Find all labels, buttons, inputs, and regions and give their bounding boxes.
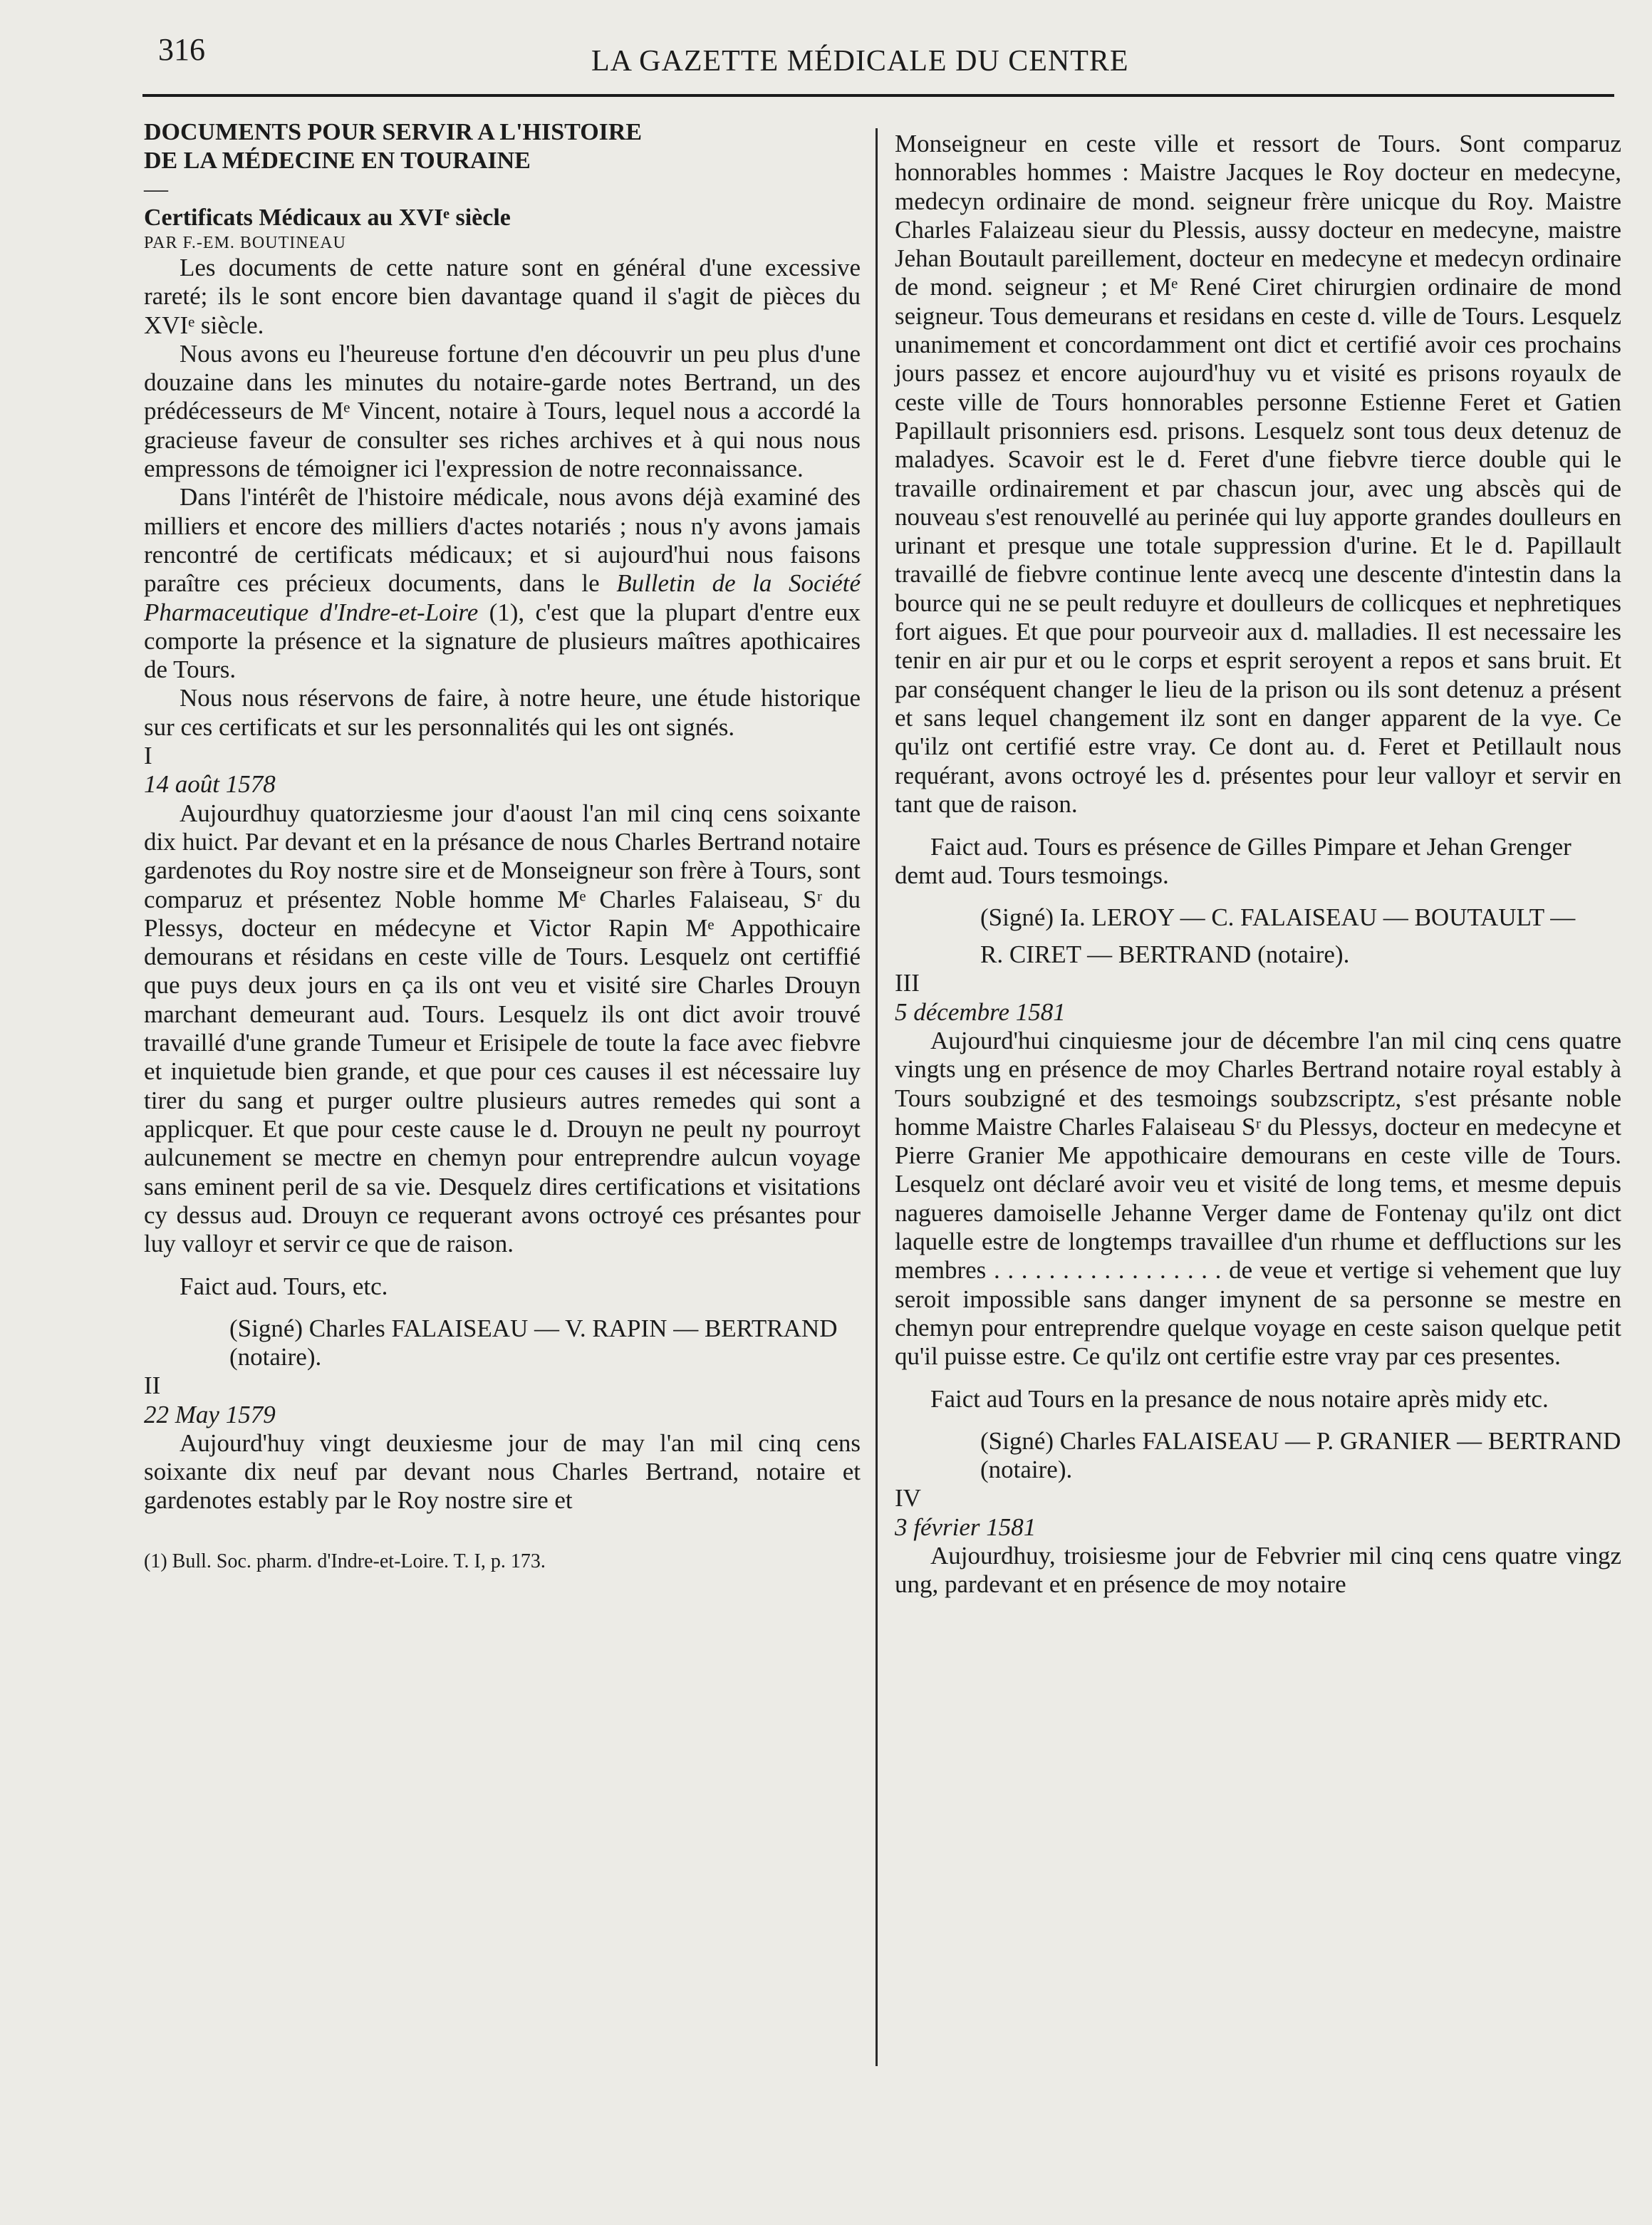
footnote: (1) Bull. Soc. pharm. d'Indre-et-Loire. T. I, p. 173. (144, 1550, 546, 1572)
section-2-body-continued: Monseigneur en ceste ville et ressort de Tours. Sont comparuz honnorables hommes : Maistre Jacques le Roy docteur en medecyne, medecyn ordinaire de mond. seigneur frère unicque du Roy. Maistre Charles Falaizeau sieur du Plessis, aussy docteur en medecyne, maistre Jehan Boutault pareillement, docteur en medecyne et medecyn ordinaire de mond. seigneur ; et Mᵉ René Ciret chirurgien ordinaire de mond seigneur. Tous demeurans et residans en ceste d. ville de Tours. Lesquelz unanimement et concordamment ont dict et certifié avoir ces prochains jours passez et encore aujourd'huy vu et visité es prisons royaulx de ceste ville de Tours honnorables personne Estienne Feret et Gatien Papillault prisonniers esd. prisons. Lesquelz sont tous deux detenuz de maladyes. Scavoir est le d. Feret d'une fiebvre tierce double qui le travaille ordinairement et par chascun jour, avec ung abscès qui de nouveau s'est renouvellé au perinée qui luy apporte grandes doulleurs en urinant et presque une totale suppression d'urine. Et le d. Papillault travaillé de fiebvre continue lente avecq une descente d'intestin dans la bource qui ne se peult reduyre et doulleurs de collicques et nephretiques fort aigues. Et que pour pourveoir aux d. malladies. Il est necessaire les tenir en air pur et ou le corps et esprit seroyent a repos et sans bruit. Et par conséquent changer le lieu de la prison ou ils sont detenuz a présent et sans lequel changement ilz sont en danger apparent de la vye. Ce qu'ilz ont certifié estre vray. Ce dont au. d. Feret et Petillault nous requérant, avons octroyé les d. présentes pour leur valloyr et servir en tant que de raison. (895, 130, 1621, 818)
right-column (895, 130, 1621, 1599)
section-2-number: II (144, 1371, 161, 1400)
page-number: 316 (158, 32, 205, 67)
section-2-faict: Faict aud. Tours es présence de Gilles Pimpare et Jehan Grenger demt aud. Tours tesmoings. (895, 833, 1572, 890)
intro-paragraph-1: Les documents de cette nature sont en général d'une excessive rareté; ils le sont encore bien davantage quand il s'agit de pièces du XVIᵉ siècle. (144, 254, 861, 339)
section-4-body: Aujourdhuy, troisiesme jour de Febvrier mil cinq cens quatre vingz ung, pardevant et en présence de moy notaire (895, 1541, 1621, 1599)
intro-paragraph-4: Nous nous réservons de faire, à notre heure, une étude historique sur ces certificats et sur les personnalités qui les ont signés. (144, 684, 861, 741)
section-1-faict: Faict aud. Tours, etc. (180, 1272, 388, 1301)
journal-title: LA GAZETTE MÉDICALE DU CENTRE (591, 45, 1129, 78)
intro-paragraph-3-part-a: Dans l'intérêt de l'histoire médicale, nous avons déjà examiné des milliers et encore des milliers d'actes notariés ; nous n'y avons jamais rencontré de certificats médicaux; et si aujourd'hui nous faisons paraître ces précieux documents, dans le (144, 483, 861, 598)
section-2-signature-line1: (Signé) Ia. LEROY — C. FALAISEAU — BOUTAULT — (980, 903, 1576, 931)
article-title-line2: DE LA MÉDECINE EN TOURAINE (144, 147, 531, 174)
section-2-date: 22 May 1579 (144, 1400, 276, 1428)
section-3-signature: (Signé) Charles FALAISEAU — P. GRANIER — BERTRAND (notaire). (980, 1426, 1621, 1484)
article-byline: PAR F.-EM. BOUTINEAU (144, 234, 346, 252)
section-4-date: 3 février 1581 (895, 1513, 1037, 1541)
section-1-date: 14 août 1578 (144, 770, 276, 799)
section-2-body-start: Aujourd'huy vingt deuxiesme jour de may l'an mil cinq cens soixante dix neuf par devant nous Charles Bertrand, notaire et gardenotes estably par le Roy nostre sire et (144, 1428, 861, 1515)
section-4-number: IV (895, 1484, 921, 1513)
article-subtitle: Certificats Médicaux au XVIᵉ siècle (144, 204, 511, 231)
intro-paragraph-3 (144, 483, 861, 684)
bulletin-reference: Bulletin de la Société Pharmaceutique d'Indre-et-Loire (144, 569, 861, 626)
intro-paragraph-3-part-b: (1), c'est que la plupart d'entre eux comporte la présence et la signature de plusieurs maîtres apothicaires de Tours. (144, 598, 861, 684)
title-dash: — (144, 176, 168, 202)
section-2-signature-line2: R. CIRET — BERTRAND (notaire). (980, 940, 1350, 969)
intro-paragraph-2: Nous avons eu l'heureuse fortune d'en découvrir un peu plus d'une douzaine dans les minutes du notaire-garde notes Bertrand, un des prédécesseurs de Mᵉ Vincent, notaire à Tours, lequel nous a accordé la gracieuse faveur de consulter ses riches archives et à qui nous nous empressons de témoigner ici l'expression de notre reconnaissance. (144, 339, 861, 483)
section-1-signature: (Signé) Charles FALAISEAU — V. RAPIN — BERTRAND (notaire). (229, 1314, 838, 1371)
section-1-body: Aujourdhuy quatorziesme jour d'aoust l'an mil cinq cens soixante dix huict. Par devant et en la présance de nous Charles Bertrand notaire gardenotes du Roy nostre sire et de Monseigneur son frère à Tours, sont comparuz et présentez Noble homme Mᵉ Charles Falaiseau, Sʳ du Plessys, docteur en médecyne et Victor Rapin Mᵉ Appothicaire demourans et résidans en ceste ville de Tours. Lesquelz ont certiffié que puys deux jours en ça ils ont veu et visité sire Charles Drouyn marchant demeurant aud. Tours. Lesquelz ils ont dict avoir trouvé travaillé d'une grande Tumeur et Erisipele de toute la face avec fiebvre et inquietude bien grande, et que pour ces causes il est nécessaire luy tirer du sang et purger oultre plusieurs autres remedes qui sont a applicquer. Et que pour ceste cause le d. Drouyn ne peult ny pourroyt aulcunement se mectre en chemyn pour entreprendre aulcun voyage sans eminent peril de sa vie. Desquelz dires certifications et visitations cy dessus aud. Drouyn ce requerant avons octroyé ces présantes pour luy valloyr et servir ce que de raison. (144, 799, 861, 1258)
section-3-number: III (895, 969, 920, 997)
article-title-line1: DOCUMENTS POUR SERVIR A L'HISTOIRE (144, 119, 643, 145)
column-divider (876, 128, 878, 2066)
left-column (144, 118, 861, 1574)
section-3-body: Aujourd'hui cinquiesme jour de décembre l'an mil cinq cens quatre vingts ung en présence de moy Charles Bertrand notaire royal estably à Tours soubzigné et des tesmoings soubzscriptz, s'est présante noble homme Maistre Charles Falaiseau Sʳ du Plessys, docteur en medecyne et Pierre Granier Me appothicaire demourans en ceste ville de Tours. Lesquelz ont déclaré avoir veu et visité de long tems, et mesme depuis nagueres damoiselle Jehanne Verger dame de Fontenay qu'ilz ont dict laquelle estre de longtemps travaillee d'un rhume et deffluctions sur les membres . . . . . . . . . . . . . . . . . de veue et vertige si vehement que luy seroit impossible sans danger imynent de sa personne se mestre en chemyn pour entreprendre quelque voyage en ceste saison quelque petit qu'il puisse estre. Ce qu'ilz ont certifie estre vray par ces presentes. (895, 1026, 1621, 1371)
header-rule (142, 94, 1614, 97)
section-1-number: I (144, 742, 152, 770)
section-3-faict: Faict aud Tours en la presance de nous notaire après midy etc. (930, 1385, 1549, 1414)
section-3-date: 5 décembre 1581 (895, 997, 1066, 1026)
